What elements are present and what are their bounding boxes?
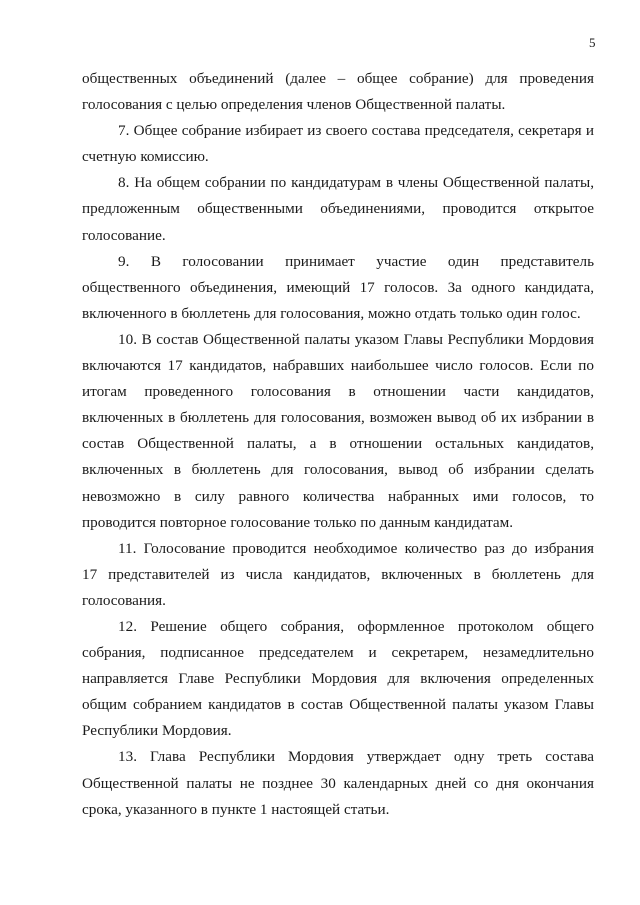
text-line: невозможно в силу равного количества набранных ими голосов, то bbox=[82, 487, 594, 505]
paragraph-9-line: 9. В голосовании принимает участие один представитель bbox=[118, 252, 594, 270]
text-line: включенных в бюллетень для голосования, возможен вывод об их избрании в bbox=[82, 409, 594, 427]
text-line: включенных в бюллетень для голосования, вывод об избрании сделать bbox=[82, 461, 594, 479]
paragraph-7-line: 7. Общее собрание избирает из своего состава председателя, секретаря и bbox=[118, 122, 594, 140]
text-line: состав Общественной палаты, а в отношении остальных кандидатов, bbox=[82, 435, 594, 453]
text-line: голосования с целью определения членов Общественной палаты. bbox=[82, 96, 506, 114]
text-line: итогам проведенного голосования в отношении части кандидатов, bbox=[82, 383, 594, 401]
page-number: 5 bbox=[589, 35, 596, 50]
text-line: включаются 17 кандидатов, набравших наибольшее число голосов. Если по bbox=[82, 357, 594, 375]
text-line: общим собранием кандидатов в состав Общественной палаты указом Главы bbox=[82, 696, 594, 714]
text-line: голосование. bbox=[82, 226, 166, 244]
text-line: 17 представителей из числа кандидатов, включенных в бюллетень для bbox=[82, 565, 594, 583]
paragraph-11-line: 11. Голосование проводится необходимое количество раз до избрания bbox=[118, 539, 594, 557]
document-body bbox=[82, 66, 594, 823]
text-line: проводится повторное голосование только по данным кандидатам. bbox=[82, 513, 514, 531]
text-line: направляется Главе Республики Мордовия для включения определенных bbox=[82, 670, 594, 688]
text-line: голосования. bbox=[82, 591, 166, 609]
text-line: срока, указанного в пункте 1 настоящей статьи. bbox=[82, 800, 390, 818]
paragraph-10-line: 10. В состав Общественной палаты указом Главы Республики Мордовия bbox=[118, 330, 594, 348]
paragraph-8-line: 8. На общем собрании по кандидатурам в члены Общественной палаты, bbox=[118, 174, 594, 192]
text-line: Республики Мордовия. bbox=[82, 722, 232, 740]
paragraph-12-line: 12. Решение общего собрания, оформленное протоколом общего bbox=[118, 617, 594, 635]
text-line: общественного объединения, имеющий 17 голосов. За одного кандидата, bbox=[82, 278, 594, 296]
paragraph-13-line: 13. Глава Республики Мордовия утверждает одну треть состава bbox=[118, 748, 594, 766]
text-line: счетную комиссию. bbox=[82, 148, 209, 166]
text-line: общественных объединений (далее – общее собрание) для проведения bbox=[82, 70, 594, 87]
text-line: собрания, подписанное председателем и секретарем, незамедлительно bbox=[82, 644, 594, 662]
text-line: включенного в бюллетень для голосования, можно отдать только один голос. bbox=[82, 304, 581, 322]
text-line: Общественной палаты не позднее 30 календарных дней со дня окончания bbox=[82, 774, 594, 792]
text-line: предложенным общественными объединениями, проводится открытое bbox=[82, 200, 594, 218]
